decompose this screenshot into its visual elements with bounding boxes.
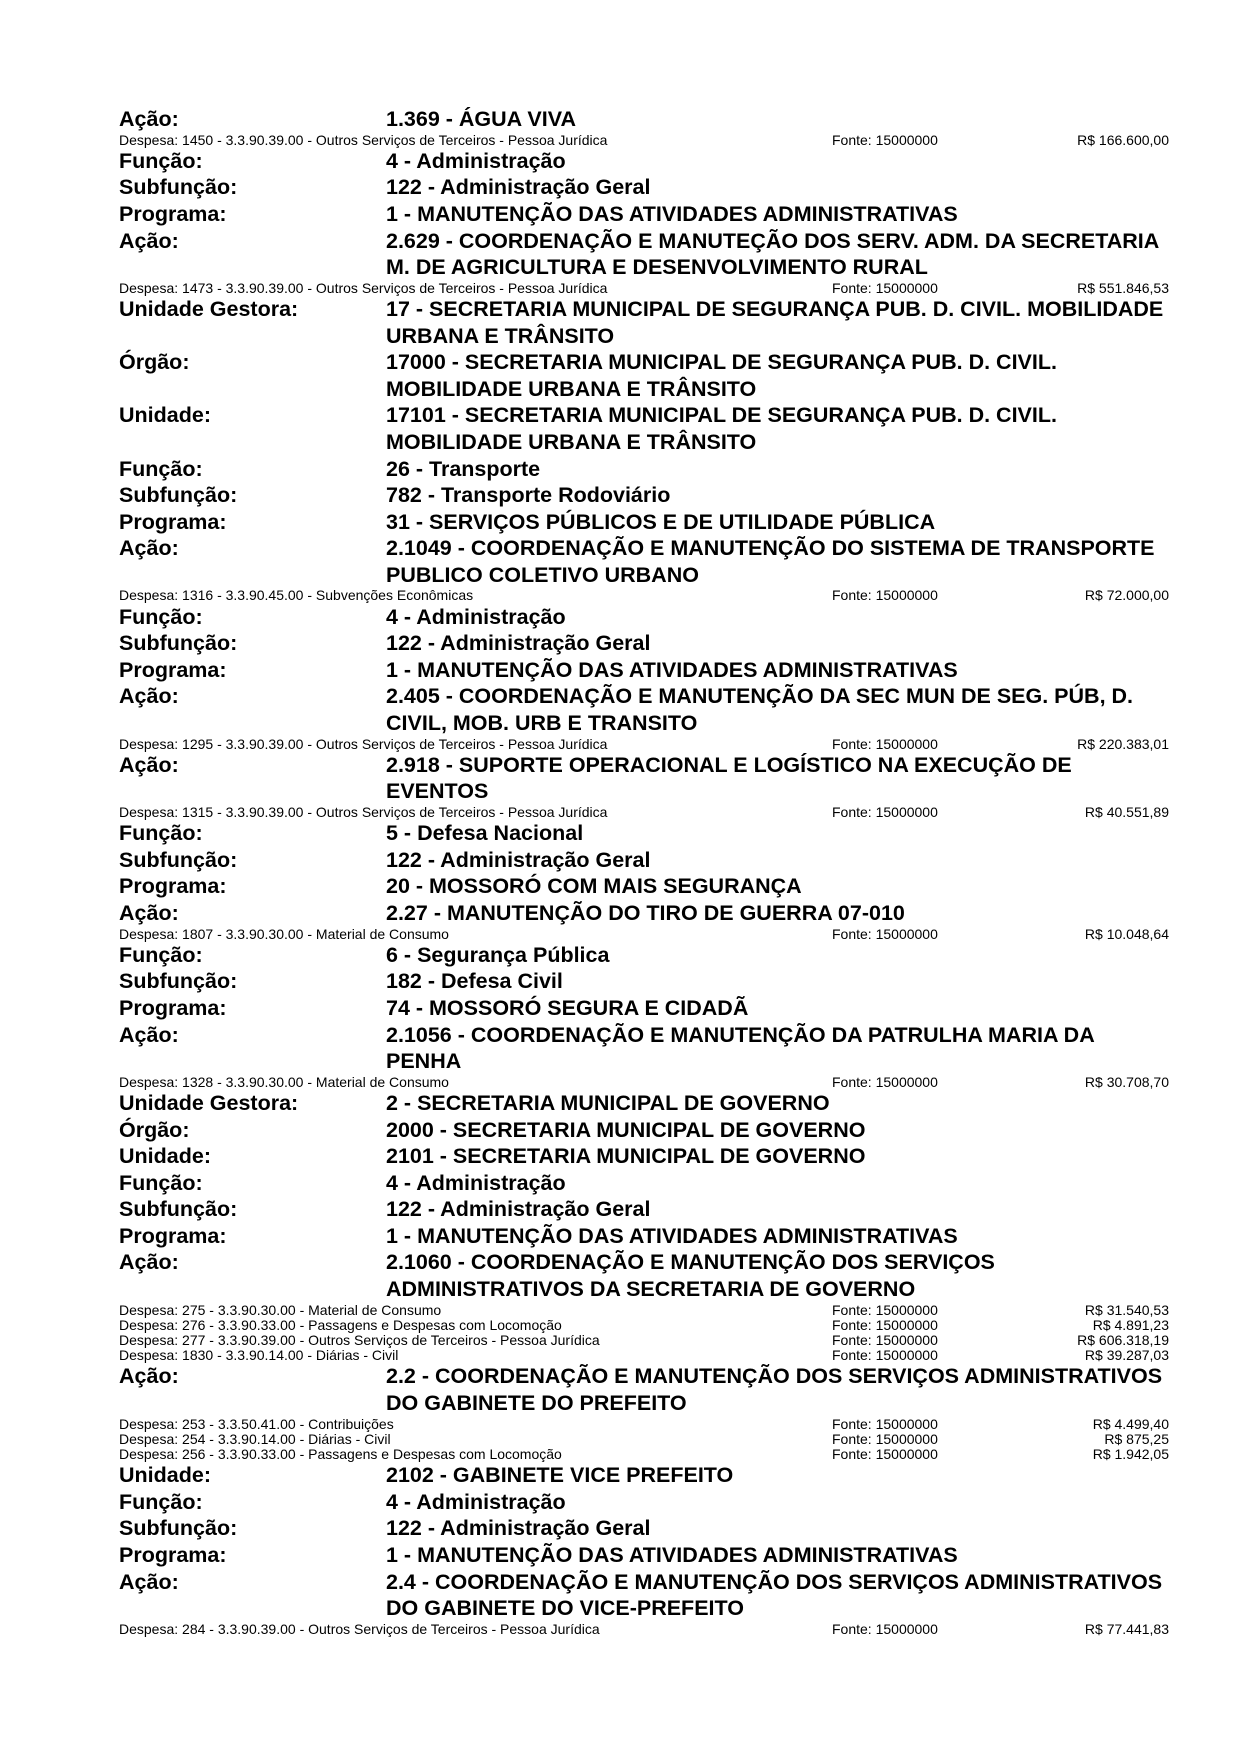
classification-row — [119, 630, 1169, 657]
expense-description: Despesa: 1315 - 3.3.90.39.00 - Outros Serviços de Terceiros - Pessoa Jurídica — [119, 805, 608, 820]
expense-description: Despesa: 1473 - 3.3.90.39.00 - Outros Serviços de Terceiros - Pessoa Jurídica — [119, 280, 608, 296]
classification-row — [119, 509, 1169, 536]
expense-amount: R$ 4.891,23 — [1092, 1316, 1169, 1333]
expense-row — [119, 1348, 1169, 1363]
classification-row — [119, 942, 1169, 969]
classification-value: 2101 - SECRETARIA MUNICIPAL DE GOVERNO — [386, 1144, 866, 1169]
expense-amount: R$ 551.846,53 — [1077, 279, 1169, 296]
classification-row — [119, 1462, 1169, 1489]
classification-row — [119, 1515, 1169, 1542]
expense-fonte: Fonte: 15000000 — [832, 1620, 938, 1637]
expense-fonte: Fonte: 15000000 — [832, 1073, 938, 1090]
classification-label: Ação: — [119, 752, 179, 777]
classification-row — [119, 604, 1169, 631]
classification-value: 1 - MANUTENÇÃO DAS ATIVIDADES ADMINISTRATIVAS — [386, 1542, 958, 1567]
classification-label: Subfunção: — [119, 175, 238, 200]
classification-value: 4 - Administração — [386, 148, 566, 173]
classification-label: Subfunção: — [119, 969, 238, 994]
classification-label: Subfunção: — [119, 1197, 238, 1222]
classification-label: Função: — [119, 148, 203, 173]
classification-value: 26 - Transporte — [386, 456, 541, 481]
classification-value: 2.27 - MANUTENÇÃO DO TIRO DE GUERRA 07-010 — [386, 900, 905, 925]
classification-value: 122 - Administração Geral — [386, 847, 651, 872]
expense-description: Despesa: 275 - 3.3.90.30.00 - Material de Consumo — [119, 1302, 442, 1318]
classification-label: Programa: — [119, 657, 227, 682]
classification-value: 122 - Administração Geral — [386, 631, 651, 656]
classification-label: Função: — [119, 1170, 203, 1195]
expense-fonte: Fonte: 15000000 — [832, 1347, 938, 1364]
classification-row — [119, 1143, 1169, 1170]
classification-label: Ação: — [119, 1364, 179, 1389]
budget-document — [119, 106, 1169, 1637]
classification-label: Subfunção: — [119, 631, 238, 656]
expense-description: Despesa: 1295 - 3.3.90.39.00 - Outros Serviços de Terceiros - Pessoa Jurídica — [119, 736, 608, 752]
expense-amount: R$ 77.441,83 — [1084, 1620, 1169, 1637]
classification-value: 17 - SECRETARIA MUNICIPAL DE SEGURANÇA PUB. D. CIVIL. MOBILIDADE URBANA E TRÂNSITO — [386, 296, 1164, 348]
classification-value: 2 - SECRETARIA MUNICIPAL DE GOVERNO — [386, 1090, 830, 1115]
classification-row — [119, 1542, 1169, 1569]
classification-label: Órgão: — [119, 1117, 190, 1142]
expense-amount: R$ 31.540,53 — [1084, 1301, 1169, 1318]
expense-row — [119, 1417, 1169, 1432]
expense-fonte: Fonte: 15000000 — [832, 925, 938, 942]
expense-description: Despesa: 253 - 3.3.50.41.00 - Contribuições — [119, 1416, 394, 1432]
expense-amount: R$ 30.708,70 — [1084, 1073, 1169, 1090]
expense-row — [119, 281, 1169, 296]
classification-value: 2.1049 - COORDENAÇÃO E MANUTENÇÃO DO SISTEMA DE TRANSPORTE PUBLICO COLETIVO URBANO — [386, 536, 1155, 587]
classification-label: Programa: — [119, 201, 227, 226]
classification-label: Ação: — [119, 1250, 179, 1275]
classification-row — [119, 402, 1169, 455]
classification-label: Ação: — [119, 228, 179, 253]
expense-row — [119, 1432, 1169, 1447]
expense-fonte: Fonte: 15000000 — [832, 735, 938, 752]
classification-row — [119, 1489, 1169, 1516]
classification-label: Unidade: — [119, 1144, 211, 1169]
classification-label: Programa: — [119, 995, 227, 1020]
expense-row — [119, 1075, 1169, 1090]
classification-value: 1 - MANUTENÇÃO DAS ATIVIDADES ADMINISTRATIVAS — [386, 1223, 958, 1248]
classification-row — [119, 456, 1169, 483]
classification-row — [119, 1022, 1169, 1075]
classification-label: Ação: — [119, 1569, 179, 1594]
classification-label: Unidade Gestora: — [119, 1090, 299, 1115]
classification-row — [119, 1569, 1169, 1622]
classification-value: 1.369 - ÁGUA VIVA — [386, 107, 576, 131]
expense-fonte: Fonte: 15000000 — [832, 1332, 938, 1349]
classification-label: Unidade: — [119, 1463, 211, 1488]
expense-row — [119, 805, 1169, 820]
classification-row — [119, 1196, 1169, 1223]
classification-label: Programa: — [119, 509, 227, 534]
classification-row — [119, 1090, 1169, 1117]
expense-row — [119, 1622, 1169, 1637]
expense-description: Despesa: 1450 - 3.3.90.39.00 - Outros Serviços de Terceiros - Pessoa Jurídica — [119, 132, 608, 148]
classification-label: Função: — [119, 1489, 203, 1514]
expense-row — [119, 588, 1169, 603]
classification-value: 4 - Administração — [386, 1489, 566, 1514]
classification-row — [119, 1363, 1169, 1416]
classification-row — [119, 1170, 1169, 1197]
classification-label: Unidade: — [119, 403, 211, 428]
classification-row — [119, 201, 1169, 228]
classification-value: 1 - MANUTENÇÃO DAS ATIVIDADES ADMINISTRATIVAS — [386, 657, 958, 682]
classification-row — [119, 106, 1169, 133]
expense-description: Despesa: 1830 - 3.3.90.14.00 - Diárias - Civil — [119, 1348, 399, 1364]
classification-row — [119, 349, 1169, 402]
classification-label: Ação: — [119, 107, 179, 131]
expense-amount: R$ 72.000,00 — [1084, 587, 1169, 604]
classification-row — [119, 657, 1169, 684]
classification-row — [119, 752, 1169, 805]
classification-value: 2.918 - SUPORTE OPERACIONAL E LOGÍSTICO NA EXECUÇÃO DE EVENTOS — [386, 752, 1072, 804]
expense-row — [119, 927, 1169, 942]
classification-label: Subfunção: — [119, 1516, 238, 1541]
classification-value: 2.2 - COORDENAÇÃO E MANUTENÇÃO DOS SERVIÇOS ADMINISTRATIVOS DO GABINETE DO PREFEITO — [386, 1364, 1163, 1415]
classification-label: Função: — [119, 604, 203, 629]
expense-amount: R$ 4.499,40 — [1092, 1415, 1169, 1432]
expense-fonte: Fonte: 15000000 — [832, 1430, 938, 1447]
classification-label: Ação: — [119, 1022, 179, 1047]
classification-value: 17000 - SECRETARIA MUNICIPAL DE SEGURANÇA PUB. D. CIVIL. MOBILIDADE URBANA E TRÂNSITO — [386, 350, 1057, 401]
expense-row — [119, 1303, 1169, 1318]
classification-value: 4 - Administração — [386, 1170, 566, 1195]
classification-value: 2.4 - COORDENAÇÃO E MANUTENÇÃO DOS SERVIÇOS ADMINISTRATIVOS DO GABINETE DO VICE-PREFEITO — [386, 1569, 1163, 1621]
classification-value: 17101 - SECRETARIA MUNICIPAL DE SEGURANÇA PUB. D. CIVIL. MOBILIDADE URBANA E TRÂNSITO — [386, 403, 1057, 454]
expense-description: Despesa: 1316 - 3.3.90.45.00 - Subvenções Econômicas — [119, 588, 474, 604]
classification-label: Ação: — [119, 684, 179, 709]
classification-value: 2.629 - COORDENAÇÃO E MANUTEÇÃO DOS SERV. ADM. DA SECRETARIA M. DE AGRICULTURA E DESENVOLVIMENTO RURAL — [386, 228, 1159, 280]
classification-row — [119, 873, 1169, 900]
expense-fonte: Fonte: 15000000 — [832, 1301, 938, 1318]
expense-row — [119, 737, 1169, 752]
expense-description: Despesa: 1807 - 3.3.90.30.00 - Material de Consumo — [119, 926, 449, 942]
classification-label: Função: — [119, 942, 203, 967]
classification-value: 31 - SERVIÇOS PÚBLICOS E DE UTILIDADE PÚBLICA — [386, 509, 936, 534]
classification-value: 2.1060 - COORDENAÇÃO E MANUTENÇÃO DOS SERVIÇOS ADMINISTRATIVOS DA SECRETARIA DE GOVERNO — [386, 1250, 995, 1302]
expense-amount: R$ 39.287,03 — [1084, 1347, 1169, 1364]
expense-fonte: Fonte: 15000000 — [832, 587, 938, 604]
expense-description: Despesa: 254 - 3.3.90.14.00 - Diárias - Civil — [119, 1431, 391, 1447]
classification-label: Órgão: — [119, 350, 190, 375]
classification-value: 5 - Defesa Nacional — [386, 821, 584, 846]
expense-row — [119, 1318, 1169, 1333]
expense-amount: R$ 875,25 — [1104, 1430, 1169, 1447]
expense-description: Despesa: 284 - 3.3.90.39.00 - Outros Serviços de Terceiros - Pessoa Jurídica — [119, 1621, 600, 1637]
classification-value: 74 - MOSSORÓ SEGURA E CIDADÃ — [386, 995, 749, 1020]
classification-row — [119, 968, 1169, 995]
classification-row — [119, 1117, 1169, 1144]
classification-value: 6 - Segurança Pública — [386, 942, 610, 967]
expense-amount: R$ 220.383,01 — [1077, 735, 1169, 752]
classification-label: Programa: — [119, 1542, 227, 1567]
classification-label: Função: — [119, 821, 203, 846]
classification-row — [119, 1249, 1169, 1302]
classification-row — [119, 296, 1169, 349]
expense-row — [119, 133, 1169, 148]
expense-amount: R$ 10.048,64 — [1084, 925, 1169, 942]
expense-fonte: Fonte: 15000000 — [832, 1445, 938, 1462]
expense-fonte: Fonte: 15000000 — [832, 131, 938, 148]
expense-row — [119, 1333, 1169, 1348]
expense-row — [119, 1447, 1169, 1462]
classification-value: 20 - MOSSORÓ COM MAIS SEGURANÇA — [386, 874, 802, 899]
classification-row — [119, 174, 1169, 201]
expense-fonte: Fonte: 15000000 — [832, 1316, 938, 1333]
expense-fonte: Fonte: 15000000 — [832, 804, 938, 820]
expense-description: Despesa: 277 - 3.3.90.39.00 - Outros Serviços de Terceiros - Pessoa Jurídica — [119, 1333, 600, 1349]
classification-row — [119, 900, 1169, 927]
expense-amount: R$ 606.318,19 — [1077, 1332, 1169, 1349]
classification-label: Unidade Gestora: — [119, 296, 299, 321]
classification-value: 2102 - GABINETE VICE PREFEITO — [386, 1463, 734, 1488]
classification-label: Subfunção: — [119, 483, 238, 508]
classification-label: Função: — [119, 456, 203, 481]
classification-value: 2.405 - COORDENAÇÃO E MANUTENÇÃO DA SEC MUN DE SEG. PÚB, D. CIVIL, MOB. URB E TRANSITO — [386, 684, 1134, 736]
classification-row — [119, 683, 1169, 736]
classification-row — [119, 1223, 1169, 1250]
classification-value: 2.1056 - COORDENAÇÃO E MANUTENÇÃO DA PATRULHA MARIA DA PENHA — [386, 1022, 1094, 1074]
classification-label: Programa: — [119, 874, 227, 899]
expense-amount: R$ 40.551,89 — [1084, 804, 1169, 820]
classification-label: Programa: — [119, 1223, 227, 1248]
classification-value: 782 - Transporte Rodoviário — [386, 483, 671, 508]
expense-fonte: Fonte: 15000000 — [832, 279, 938, 296]
classification-value: 4 - Administração — [386, 604, 566, 629]
classification-label: Ação: — [119, 900, 179, 925]
classification-value: 122 - Administração Geral — [386, 1516, 651, 1541]
classification-row — [119, 482, 1169, 509]
classification-value: 182 - Defesa Civil — [386, 969, 563, 994]
expense-description: Despesa: 276 - 3.3.90.33.00 - Passagens e Despesas com Locomoção — [119, 1317, 562, 1333]
classification-label: Ação: — [119, 536, 179, 561]
expense-amount: R$ 166.600,00 — [1077, 131, 1169, 148]
classification-value: 122 - Administração Geral — [386, 1197, 651, 1222]
classification-row — [119, 847, 1169, 874]
classification-label: Subfunção: — [119, 847, 238, 872]
expense-amount: R$ 1.942,05 — [1092, 1445, 1169, 1462]
classification-value: 2000 - SECRETARIA MUNICIPAL DE GOVERNO — [386, 1117, 866, 1142]
classification-row — [119, 820, 1169, 847]
classification-value: 1 - MANUTENÇÃO DAS ATIVIDADES ADMINISTRATIVAS — [386, 201, 958, 226]
expense-fonte: Fonte: 15000000 — [832, 1415, 938, 1432]
expense-description: Despesa: 1328 - 3.3.90.30.00 - Material de Consumo — [119, 1074, 449, 1090]
classification-row — [119, 148, 1169, 175]
classification-value: 122 - Administração Geral — [386, 175, 651, 200]
expense-description: Despesa: 256 - 3.3.90.33.00 - Passagens e Despesas com Locomoção — [119, 1446, 562, 1462]
classification-row — [119, 228, 1169, 281]
classification-row — [119, 995, 1169, 1022]
classification-row — [119, 535, 1169, 588]
